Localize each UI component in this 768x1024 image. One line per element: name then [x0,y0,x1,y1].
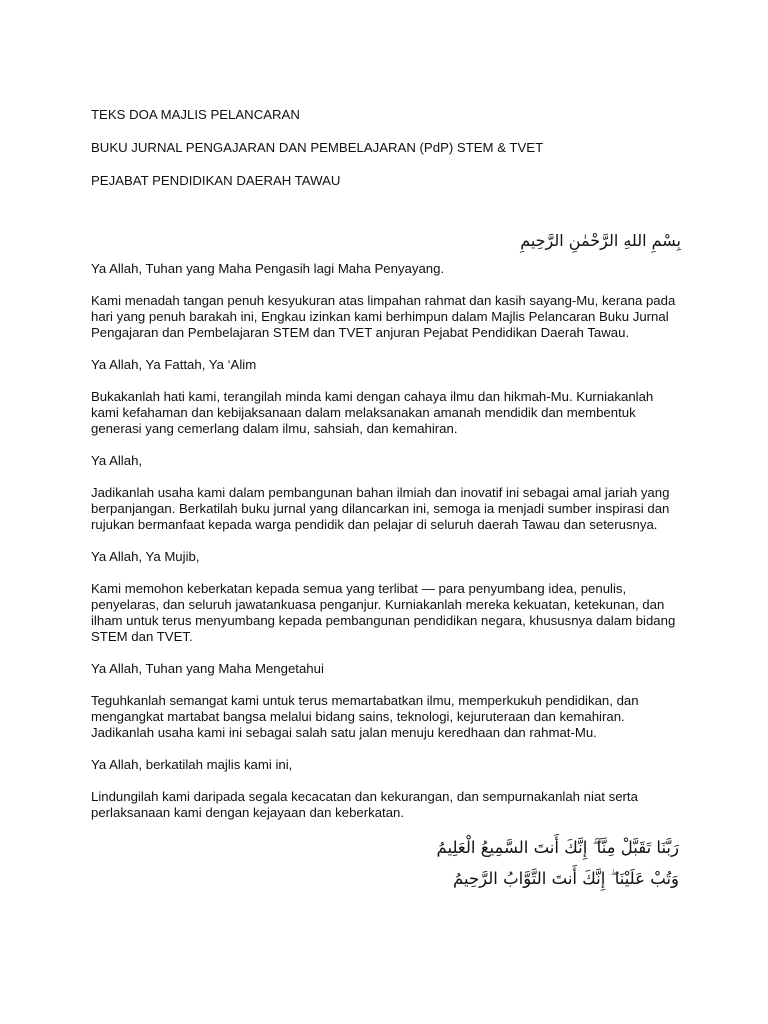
paragraph-12: Lindungilah kami daripada segala kecacatan dan kekurangan, dan sempurnakanlah niat serta perlaksanaan kami dengan kejayaan dan keberkatan. [91,789,638,820]
closing-prayer [91,837,681,890]
paragraph-2: Kami menadah tangan penuh kesyukuran atas limpahan rahmat dan kasih sayang-Mu, kerana pada hari yang penuh barakah ini, Engkau izinkan kami berhimpun dalam Majlis Pelancaran Buku Jurnal Pengajaran dan Pembelajaran STEM dan TVET anjuran Pejabat Pendidikan Daerah Tawau. [91,293,676,340]
paragraph-5: Ya Allah, [91,453,143,468]
paragraph-3: Ya Allah, Ya Fattah, Ya ‘Alim [91,357,257,372]
closing-arabic-line-1: رَبَّنَا تَقَبَّلْ مِنَّآ ۖ إِنَّكَ أَنتَ السَّمِيعُ الْعَلِيمُ [436,838,679,857]
document-title: TEKS DOA MAJLIS PELANCARAN [91,107,300,122]
document-subtitle: BUKU JURNAL PENGAJARAN DAN PEMBELAJARAN (PdP) STEM & TVET [91,140,544,155]
paragraph-1: Ya Allah, Tuhan yang Maha Pengasih lagi Maha Penyayang. [91,261,445,276]
paragraph-9: Ya Allah, Tuhan yang Maha Mengetahui [91,661,324,676]
paragraph-6: Jadikanlah usaha kami dalam pembangunan bahan ilmiah dan inovatif ini sebagai amal jariah yang berpanjangan. Berkatilah buku jurnal yang dilancarkan ini, semoga ia menjadi sumber inspirasi dan rujukan bermanfaat kepada warga pendidik dan pelajar di seluruh daerah Tawau dan seterusnya. [91,485,670,532]
bismillah-line: بِسْمِ اللهِ الرَّحْمٰنِ الرَّحِيمِ [520,231,681,250]
document-body [91,107,681,899]
organizer-line: PEJABAT PENDIDIKAN DAERAH TAWAU [91,173,341,188]
paragraph-11: Ya Allah, berkatilah majlis kami ini, [91,757,293,772]
paragraph-8: Kami memohon keberkatan kepada semua yang terlibat — para penyumbang idea, penulis, penyelaras, dan seluruh jawatankuasa penganjur. Kurniakanlah mereka kekuatan, ketekunan, dan ilham untuk terus menyumbang kepada pembangunan pendidikan negara, khususnya dalam bidang STEM dan TVET. [91,581,676,644]
paragraph-7: Ya Allah, Ya Mujib, [91,549,200,564]
paragraph-4: Bukakanlah hati kami, terangilah minda kami dengan cahaya ilmu dan hikmah-Mu. Kurniakanlah kami kefahaman dan kebijaksanaan dalam melaksanakan amanah mendidik dan membentuk generasi yang cemerlang dalam ilmu, sahsiah, dan kemahiran. [91,389,654,436]
paragraph-10: Teguhkanlah semangat kami untuk terus memartabatkan ilmu, memperkukuh pendidikan, dan mengangkat martabat bangsa melalui bidang sains, teknologi, kejuruteraan dan kemahiran. Jadikanlah usaha kami ini sebagai salah satu jalan menuju keredhaan dan rahmat-Mu. [91,693,639,740]
closing-arabic-line-2: وَتُبْ عَلَيْنَا ۖ إِنَّكَ أَنتَ التَّوَّابُ الرَّحِيمُ [453,869,679,888]
